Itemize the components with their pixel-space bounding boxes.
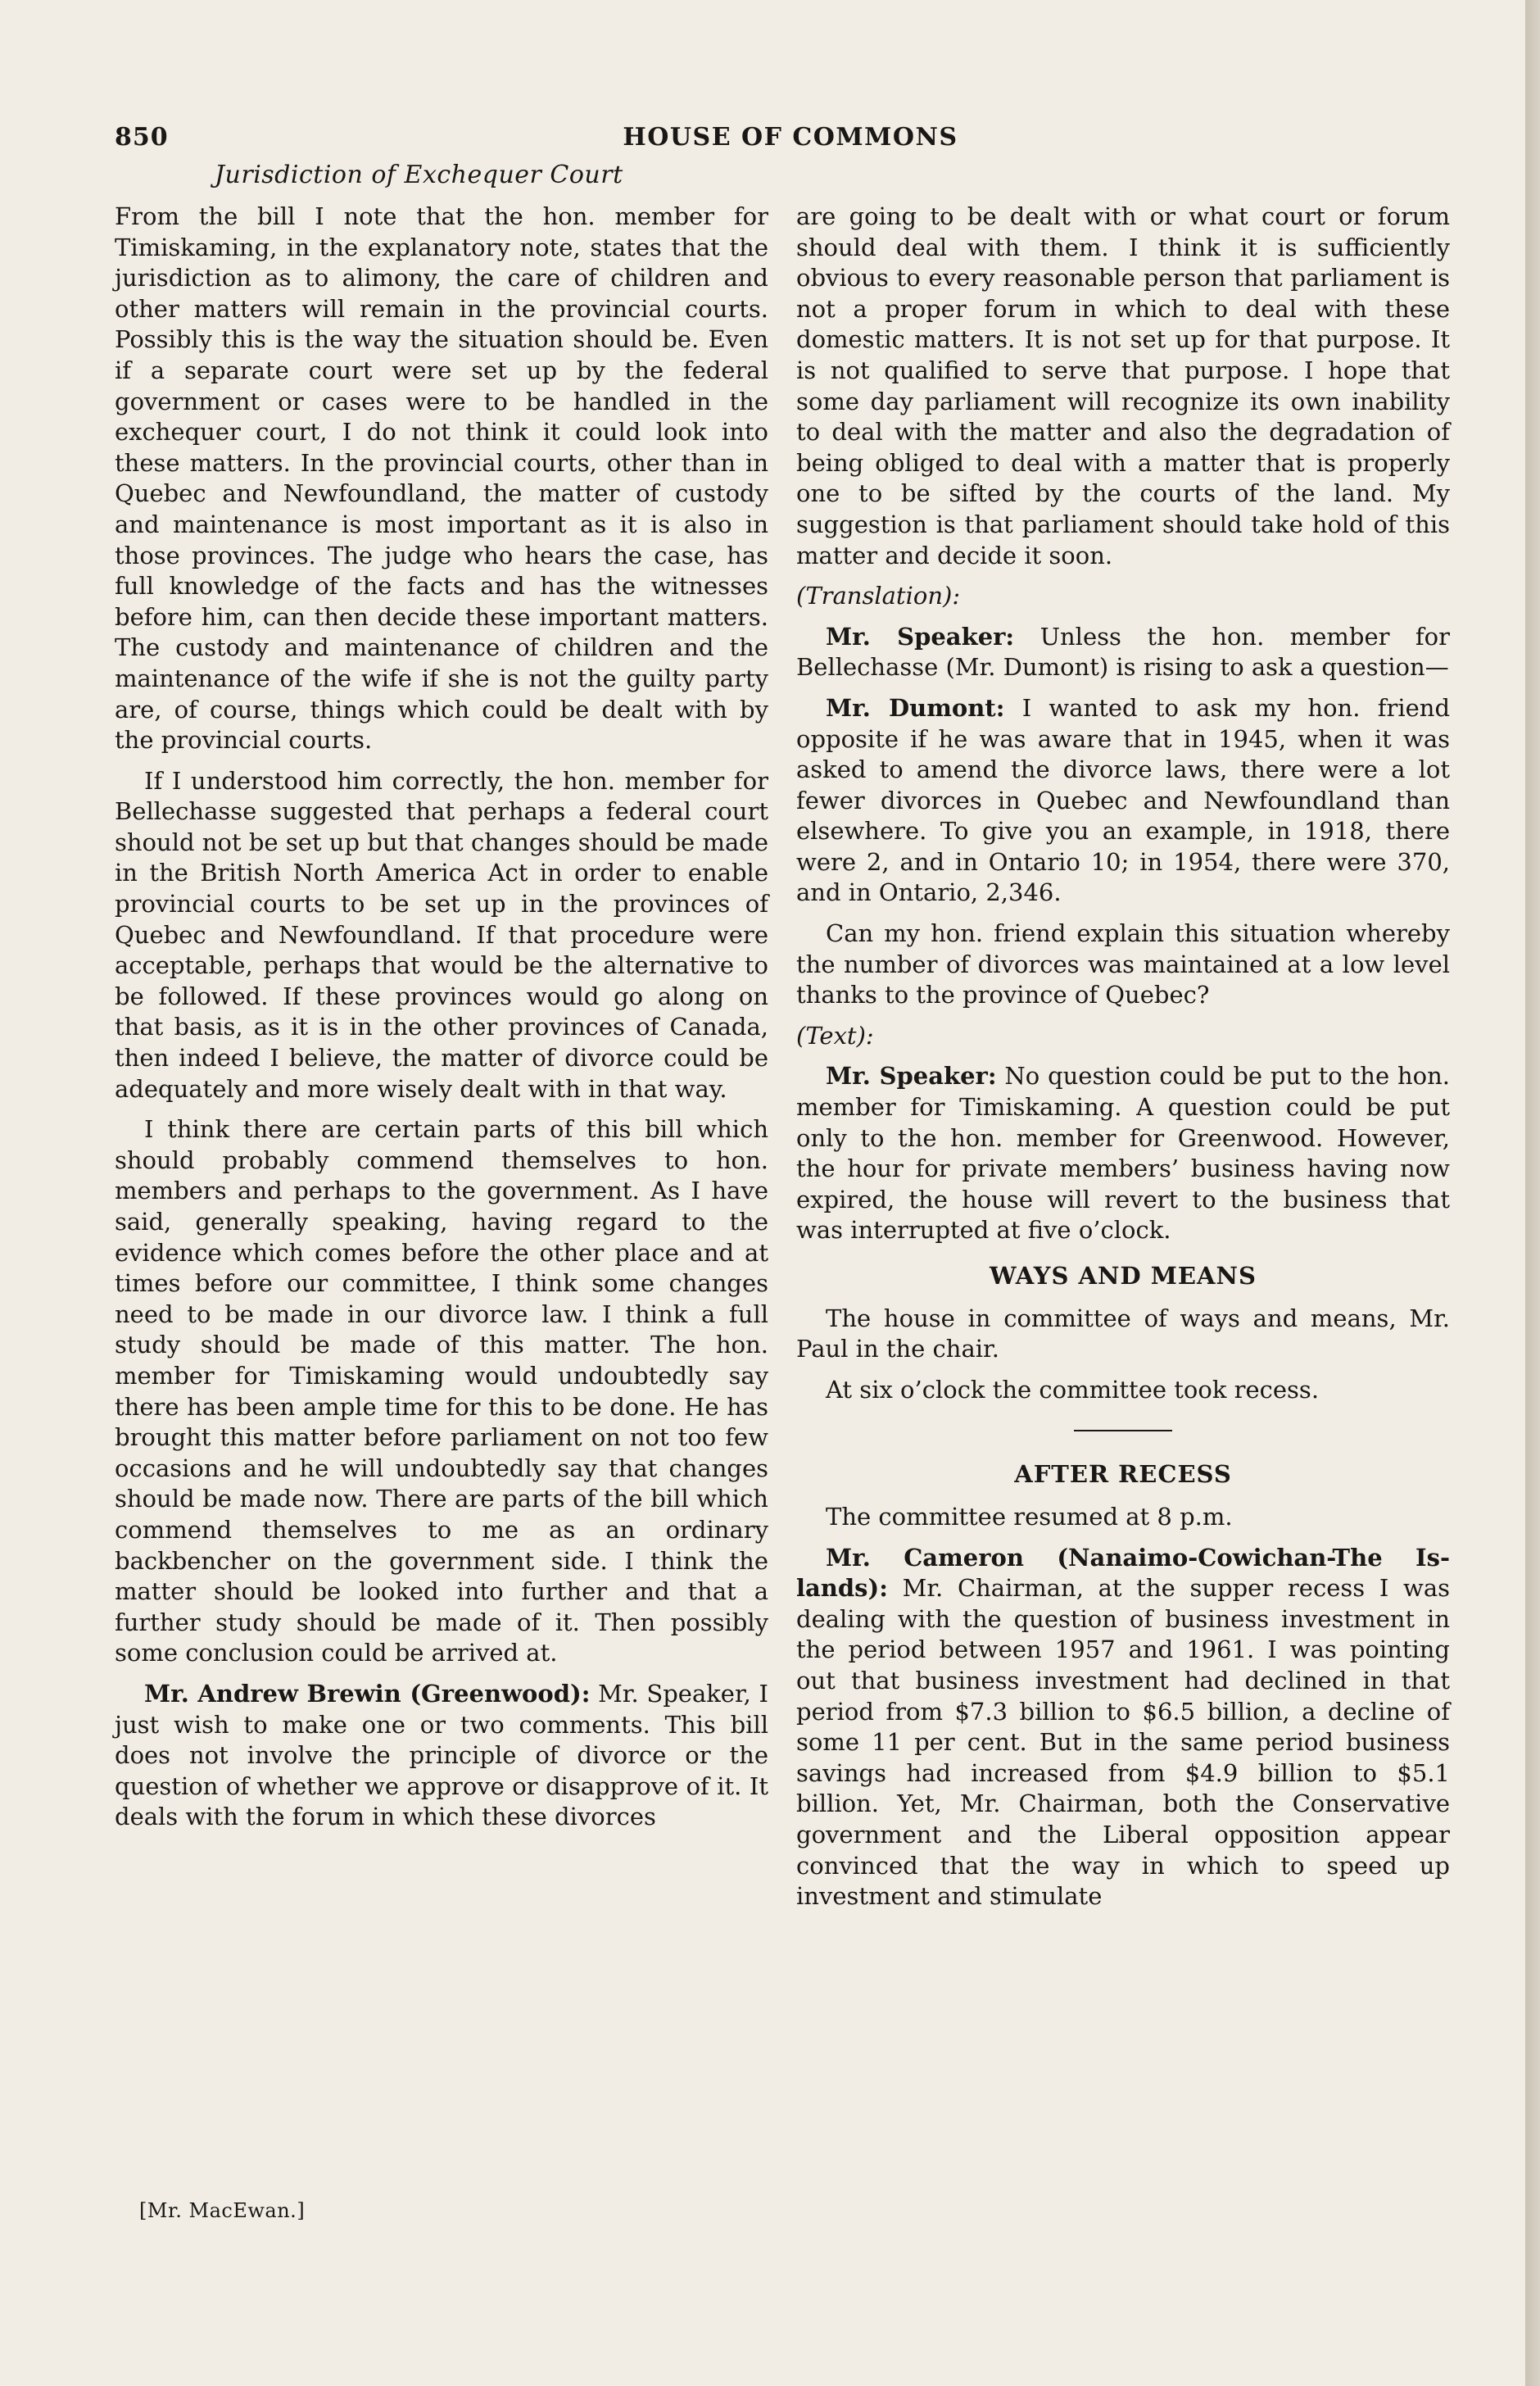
paragraph: I think there are certain parts of this bill which should probably commend themselves to hon. members and perhaps to the government. As I have said, generally speaking, having regard to the evidence which comes before the other place and at times before our committee, I think some changes need to be made in our divorce law. I think a full study should be made of this matter. The hon. member for Timiskaming would undoubtedly say there has been ample time for this to be done. He has brought this matter before parliament on not too few occasions and he will undoubtedly say that changes should be made now. There are parts of the bill which commend themselves to me as an ordinary backbencher on the government side. I think the matter should be looked into further and that a further study should be made of it. Then possibly some conclusion could be arrived at. [115, 1115, 768, 1667]
speech-text: I wanted to ask my hon. friend opposite if he was aware that in 1945, when it was asked to amend the divorce laws, there were a lot fewer divorces in Quebec and Newfoundland than elsewhere. To give you an example, in 1918, there were 2, and in Ontario 10; in 1954, there were 370, and in Ontario, 2,346. [796, 693, 1451, 907]
left-column [115, 202, 768, 1833]
speaker-attribution: [Mr. MacEwan.] [139, 2199, 306, 2222]
page-number: 850 [115, 123, 169, 152]
speaker-name: Mr. Dumont: [826, 693, 1005, 722]
speaker-name: Mr. Speaker: [826, 622, 1015, 651]
right-column [796, 202, 1450, 1912]
speech-paragraph [796, 693, 1450, 909]
paragraph: Can my hon. friend explain this situation whereby the number of divorces was maintained at a low level thanks to the province of Quebec? [796, 919, 1450, 1009]
speech-paragraph [796, 622, 1450, 683]
speaker-name: Mr. Speaker: [826, 1062, 997, 1091]
paragraph: The committee resumed at 8 p.m. [826, 1502, 1233, 1531]
section-heading-ways-and-means: WAYS AND MEANS [990, 1262, 1257, 1290]
translation-tag: (Translation): [796, 582, 961, 610]
speech-text: Mr. Chairman, at the supper recess I was dealing with the question of business investment in the period between 1957 and 1961. I was pointing out that business investment had declined in that period from $7.3 billion to $6.5 billion, a decline of some 11 per cent. But in the same period business savings had increased from $4.9 billion to $5.1 billion. Yet, Mr. Chairman, both the Conservative government and the Liberal opposition appear convinced that the way in which to speed up investment and stimulate [796, 1574, 1450, 1911]
subject-head: Jurisdiction of Exchequer Court [215, 161, 623, 189]
speaker-name: Mr. Cameron (Nanaimo-Cowichan-The Islands): [796, 1543, 1450, 1603]
paragraph: are going to be dealt with or what court or forum should deal with them. I think it is sufficiently obvious to every reasonable person that parliament is not a proper forum in which to deal with these domestic matters. It is not set up for that purpose. It is not qualified to serve that purpose. I hope that some day parliament will recognize its own inability to deal with the matter and also the degradation of being obliged to deal with a matter that is properly one to be sifted by the courts of the land. My suggestion is that parliament should take hold of this matter and decide it soon. [796, 202, 1450, 569]
speech-paragraph [115, 1679, 768, 1833]
paragraph: If I understood him correctly, the hon. member for Bellechasse suggested that perhaps a federal court should not be set up but that changes should be made in the British North America Act in order to enable provincial courts to be set up in the provinces of Quebec and Newfoundland. If that procedure were acceptable, perhaps that would be the alternative to be followed. If these provinces would go along on that basis, as it is in the other provinces of Canada, then indeed I believe, the matter of divorce could be adequately and more wisely dealt with in that way. [115, 766, 768, 1103]
paragraph: At six o’clock the committee took recess. [826, 1375, 1320, 1404]
section-divider-rule [1074, 1430, 1172, 1431]
paragraph: From the bill I note that the hon. member for Timiskaming, in the explanatory note, states that the jurisdiction as to alimony, the care of children and other matters will remain in the provincial courts. Possibly this is the way the situation should be. Even if a separate court were set up by the federal government or cases were to be handled in the exchequer court, I do not think it could look into these matters. In the provincial courts, other than in Quebec and Newfoundland, the matter of custody and maintenance is most important as it is also in those provinces. The judge who hears the case, has full knowledge of the facts and has the witnesses before him, can then decide these important matters. The custody and maintenance of children and the maintenance of the wife if she is not the guilty party are, of course, things which could be dealt with by the provincial courts. [115, 202, 768, 755]
section-heading-after-recess: AFTER RECESS [1014, 1460, 1232, 1489]
running-head: HOUSE OF COMMONS [623, 123, 958, 152]
speech-text: Unless the hon. member for Bellechasse (Mr. Dumont) is rising to ask a question— [796, 622, 1450, 682]
text-tag: (Text): [796, 1021, 874, 1050]
page-spine-edge [1525, 0, 1540, 2386]
speech-text: No question could be put to the hon. member for Timiskaming. A question could be put only to the hon. member for Greenwood. However, the hour for private members’ business having now expired, the house will revert to the business that was interrupted at five o’clock. [796, 1062, 1450, 1245]
page-header [115, 123, 1466, 164]
speech-text: Mr. Speaker, I just wish to make one or two comments. This bill does not involve the principle of divorce or the question of whether we approve or disapprove of it. It deals with the forum in which these divorces [115, 1679, 768, 1831]
speaker-name: Mr. Andrew Brewin (Greenwood): [144, 1679, 591, 1708]
paragraph: The house in committee of ways and means, Mr. Paul in the chair. [796, 1304, 1450, 1363]
speech-paragraph [796, 1543, 1450, 1912]
speech-paragraph [796, 1061, 1450, 1246]
